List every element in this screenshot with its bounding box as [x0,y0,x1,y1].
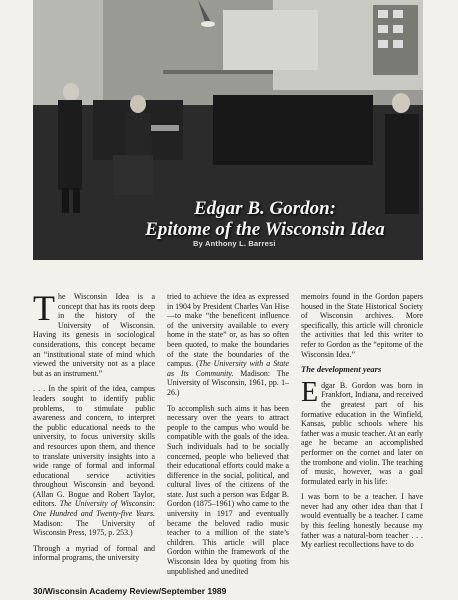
section-heading: The development years [301,364,382,375]
dropcap-e: E [301,376,319,408]
column-3 [301,292,423,556]
col1-paragraph-2: Through a myriad of formal and informal programs, the university [33,543,155,563]
col2-paragraph-2: To accomplish such aims it has been necessary over the years to attract people to the campus who would be compatible with the goals of the idea. Such individuals had to be socially concerned, people who believed that their educational efforts could make a difference in the social, political, and cultural lives of the citizens of the state. Just such a person was Edgar B. Gordon (1875–1961) who came to the university in 1917 and eventually became the beloved radio music teacher to a million of the state’s children. This article will place Gordon within the framework of the Wisconsin Idea by quoting from his unpublished and unedited [167,403,289,576]
title-line-2: Epitome of the Wisconsin Idea [145,219,385,240]
page-footer: 30/Wisconsin Academy Review/September 1989 [33,586,227,596]
col2-p1-start: tried to achieve the idea as expressed in 1904 by President Charles Van Hise—to make “the beneficent influence of the university available to every home in the state” or, as has so often been quoted, to make the boundaries of the state the boundaries of the campus. ( [167,292,289,369]
quote-citation-end: Madison: The University of Wisconsin Press, 1975, p. 253.) [33,518,155,538]
intro-text: he Wisconsin Idea is a concept that has its roots deep in the history of the University of Wisconsin. Having its genesis in sociological considerations, this concept became an “institutional state of mind which viewed the university not as a place but as an instrument.” [33,292,155,378]
dropcap-t: T [33,288,55,328]
col2-paragraph-1 [167,292,289,398]
col3-p2-text: dgar B. Gordon was born in Frankfort, Indiana, and received the greatest part of his formative education in the Winfield, Kansas, public schools where his father was a music teacher. At an early age he became an accomplished performer on the cornet and later on the trombone and violin. The teaching of music, however, was a goal formulated early in his life: [301,380,423,486]
block-quote-bogue [33,384,155,538]
column-2 [167,292,289,582]
quote-book-title: The University of Wisconsin: One Hundred and Twenty-five Years. [33,499,155,519]
title-line-1: Edgar B. Gordon: [194,198,336,219]
byline: By Anthony L. Barresi [193,239,276,248]
intro-paragraph [33,288,155,378]
col2-book-title: The University with a State as Its Community. [167,359,289,378]
quote-text: . . . In the spirit of the idea, campus leaders sought to identify public problems, to stimulate public awareness and concern, to interpret the public educational needs to the university, to focus university skills and resources upon them, and thence to translate university insights into a wide range of formal and informal educational service activities throughout Wisconsin and beyond. (Allan G. Bogue and Robert Taylor, editors. [33,384,155,509]
block-quote-gordon: I was born to be a teacher. I have never had any other idea than that I would eventually be a teacher. I came by this feeling honestly because my father was a natural-born teacher . . . My earliest recollections have to do [301,492,423,550]
column-1 [33,288,155,569]
article-title [140,198,390,240]
col3-paragraph-1: memoirs found in the Gordon papers housed in the State Historical Society of Wisconsin archives. More specifically, this article will chronicle the activities that led this writer to refer to Gordon as the “epitome of the Wisconsin Idea.” [301,292,423,359]
col3-paragraph-2 [301,376,423,487]
col2-p1-end: Madison: The University of Wisconsin, 1961, pp. 1–26.) [167,368,289,397]
